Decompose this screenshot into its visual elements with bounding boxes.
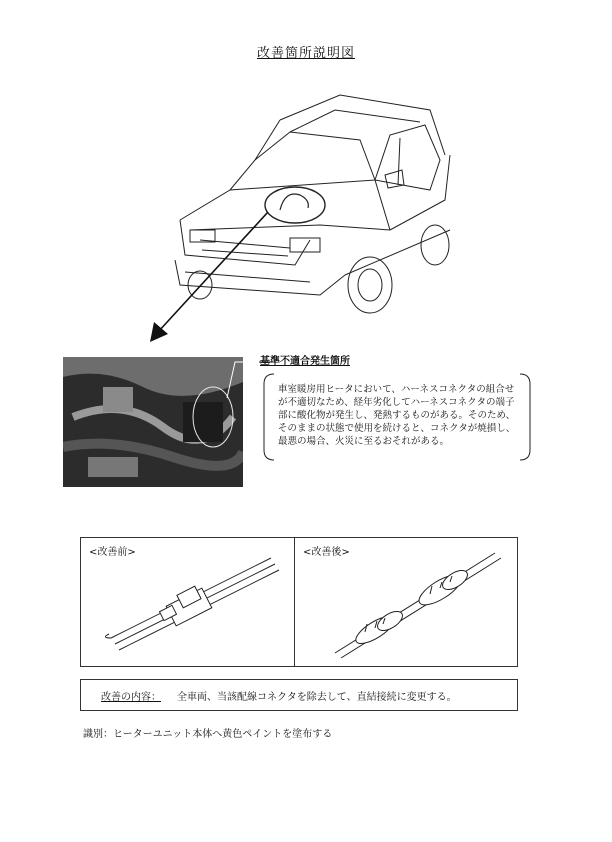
direct-splice-illustration — [295, 538, 518, 668]
defect-description: 車室暖房用ヒータにおいて、ハーネスコネクタの組合せが不適切なため、経年劣化してハーネスコネクタの端子部に酸化物が発生し、発熱するものがある。そのため、そのままの状態で使用を続けると、コネクタが焼損し、最悪の場合、火災に至るおそれがある。 — [278, 384, 516, 447]
improvement-content-box — [80, 679, 518, 711]
identification-note: 識別：ヒーターユニット本体へ黄色ペイントを塗布する — [83, 729, 333, 740]
improvement-content-text: 全車両、当該配線コネクタを除去して、直結接続に変更する。 — [177, 692, 457, 703]
after-label: <改善後> — [303, 547, 350, 558]
engine-bay-photo — [63, 357, 243, 487]
connector-illustration — [81, 538, 296, 668]
defect-location-label: 基準不適合発生箇所 — [260, 356, 350, 367]
pointer-arrow — [140, 200, 280, 350]
improvement-content-label: 改善の内容： — [101, 692, 161, 703]
after-panel — [295, 537, 518, 667]
page-title: 改善箇所説明図 — [256, 46, 355, 61]
before-panel — [80, 537, 295, 667]
before-label: <改善前> — [89, 547, 136, 558]
